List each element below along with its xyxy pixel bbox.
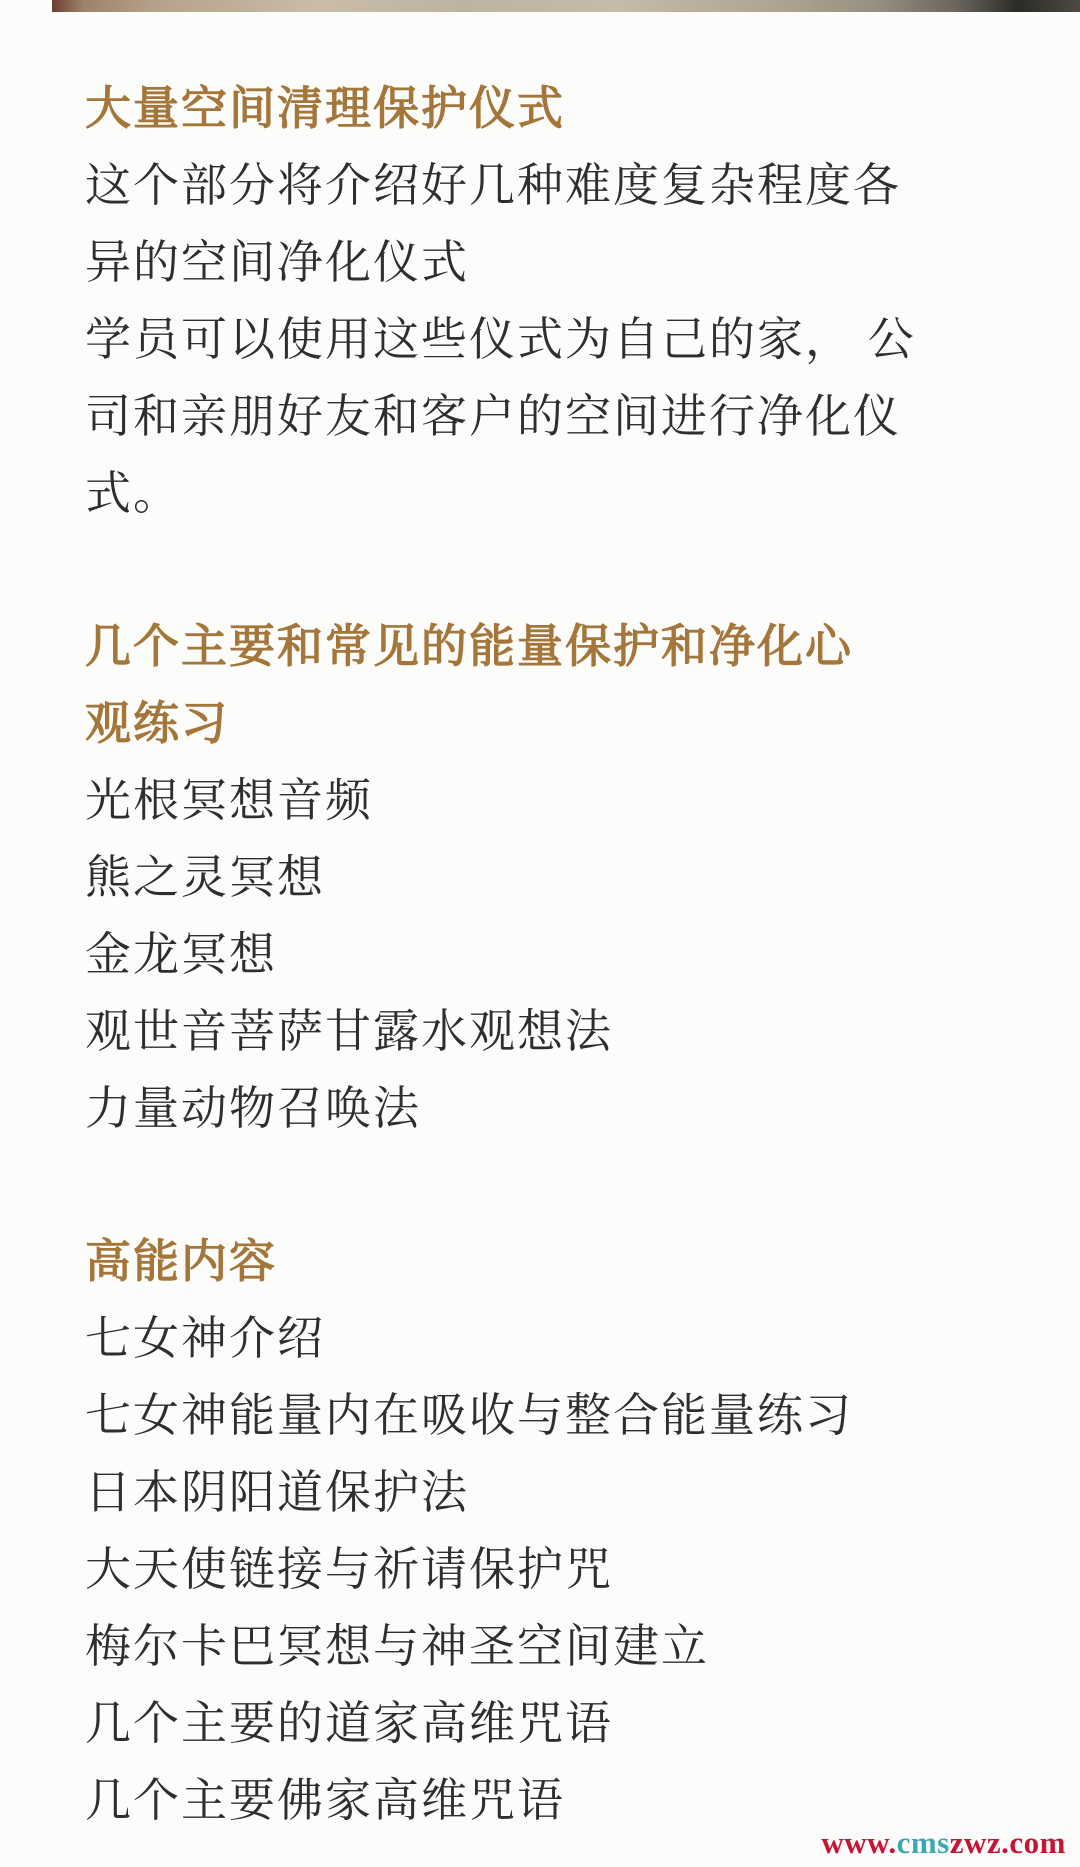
list-item: 梅尔卡巴冥想与神圣空间建立 [85,1620,709,1672]
list-item: 大天使链接与祈请保护咒 [85,1543,613,1595]
text-line: 这个部分将介绍好几种难度复杂程度各 [85,159,901,211]
list-item: 七女神介绍 [85,1312,325,1364]
section-heading-line: 高能内容 [85,1235,277,1287]
text-line: 学员可以使用这些仪式为自己的家， 公 [85,313,916,365]
content-area [85,70,1025,1839]
section-heading-line: 观练习 [85,697,229,749]
section-space-clearing [85,70,1025,532]
list-item: 熊之灵冥想 [85,851,325,903]
header-photo-strip [52,0,1080,12]
watermark-segment-zwz: zwz.com [949,1825,1066,1860]
list-item: 几个主要佛家高维咒语 [85,1774,565,1826]
text-line: 式。 [85,467,181,519]
list-item: 金龙冥想 [85,928,277,980]
list-item: 光根冥想音频 [85,774,373,826]
text-line: 异的空间净化仪式 [85,236,469,288]
list-item: 力量动物召唤法 [85,1082,421,1134]
list-item: 观世音菩萨甘露水观想法 [85,1005,613,1057]
text-line: 司和亲朋好友和客户的空间进行净化仪 [85,390,901,442]
list-item: 日本阴阳道保护法 [85,1466,469,1518]
watermark [821,1825,1066,1861]
section-heading-line: 几个主要和常见的能量保护和净化心 [85,620,853,672]
list-item: 几个主要的道家高维咒语 [85,1697,613,1749]
watermark-segment-www: www. [821,1825,897,1860]
watermark-segment-cms: cms [896,1825,950,1860]
section-advanced-content [85,1223,1025,1839]
section-heading-line: 大量空间清理保护仪式 [85,82,565,134]
section-protection-practices [85,608,1025,1147]
list-item: 七女神能量内在吸收与整合能量练习 [85,1389,853,1441]
